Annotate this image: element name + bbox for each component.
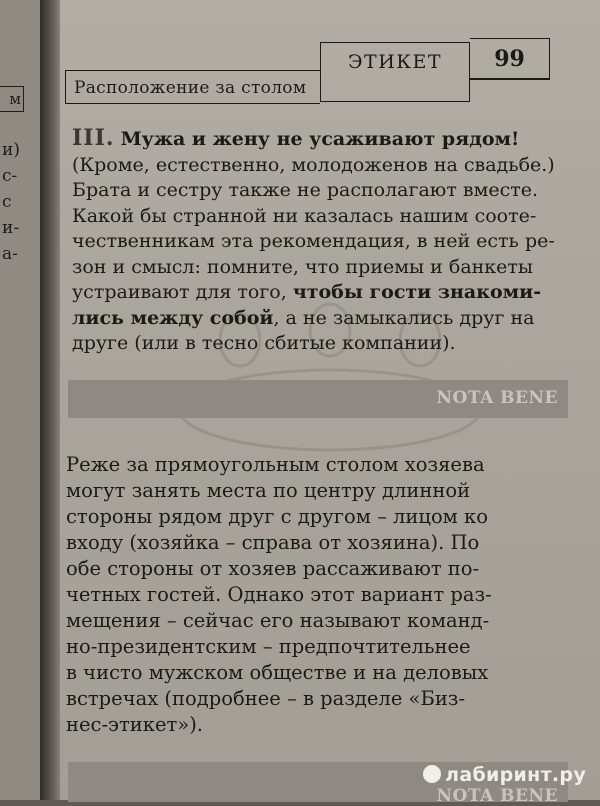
running-header: [65, 34, 550, 106]
book-page: [60, 0, 600, 806]
text-line: но-президентским – предпочтительнее: [66, 635, 471, 658]
text-line: входу (хозяйка – справа от хозяина). По: [66, 531, 480, 554]
watermark: [423, 764, 586, 786]
left-page-fragment: и-: [2, 218, 20, 238]
text-line: нес-этикет»).: [66, 713, 204, 736]
text-line: чественникам эта рекомендация, в ней есть ре-: [72, 230, 555, 252]
text-line: Какой бы странной ни казалась нашим соотe-: [72, 204, 537, 227]
labirint-logo-icon: [423, 765, 441, 783]
text-fragment: , а не замыкались друг на: [273, 306, 535, 329]
text-line: в чисто мужском обществе и на деловых: [66, 661, 489, 684]
text-line: четных гостей. Однако этот вариант раз-: [66, 583, 492, 606]
header-rule: [470, 78, 550, 80]
left-page-edge: [0, 0, 42, 800]
text-fragment: устраивают для того,: [72, 281, 293, 303]
text-line: друге (или в тесно сбитые компании).: [72, 332, 456, 354]
left-page-box-fragment: м: [0, 86, 24, 112]
left-page-fragment: с: [2, 192, 12, 212]
watermark-text: лабиринт.ру: [445, 764, 586, 786]
text-line: обе стороны от хозяев рассаживают по-: [66, 557, 480, 580]
left-page-fragment: а-: [2, 244, 18, 264]
page-number: 99: [470, 38, 550, 80]
text-line: [72, 126, 562, 153]
text-line: стороны рядом друг с другом – лицом ко: [66, 505, 488, 528]
left-page-fragment: и): [2, 140, 20, 160]
bold-emphasis: чтобы гости знакоми-: [292, 281, 542, 303]
text-line: мещения – сейчас его называют команд-: [66, 609, 490, 632]
left-page-fragment: с-: [2, 166, 18, 186]
text-line: встречах (подробнее – в разделе «Биз-: [66, 687, 466, 710]
text-line: зон и смысл: помните, что приемы и банкеты: [72, 255, 534, 278]
nota-bene-banner: [68, 380, 568, 418]
header-section-title: Расположение за столом: [65, 70, 320, 104]
section-numeral: III.: [72, 125, 115, 151]
nota-bene-label-2: NOTA BENE: [436, 786, 558, 806]
rule-heading: Мужа и жену не усаживают рядом!: [120, 128, 520, 150]
text-line: Реже за прямоугольным столом хозяева: [66, 453, 485, 476]
text-line: (Кроме, естественно, молодоженов на свадьбе.): [72, 153, 555, 176]
nota-bene-label: NOTA BENE: [436, 388, 558, 408]
nota-bene-text: [66, 452, 566, 738]
text-line: Брата и сестру также не располагают вместе.: [72, 179, 539, 201]
bold-emphasis: лись между собой: [72, 306, 274, 329]
header-topic: ЭТИКЕТ: [320, 42, 470, 102]
text-line: могут занять места по центру длинной: [66, 479, 471, 502]
